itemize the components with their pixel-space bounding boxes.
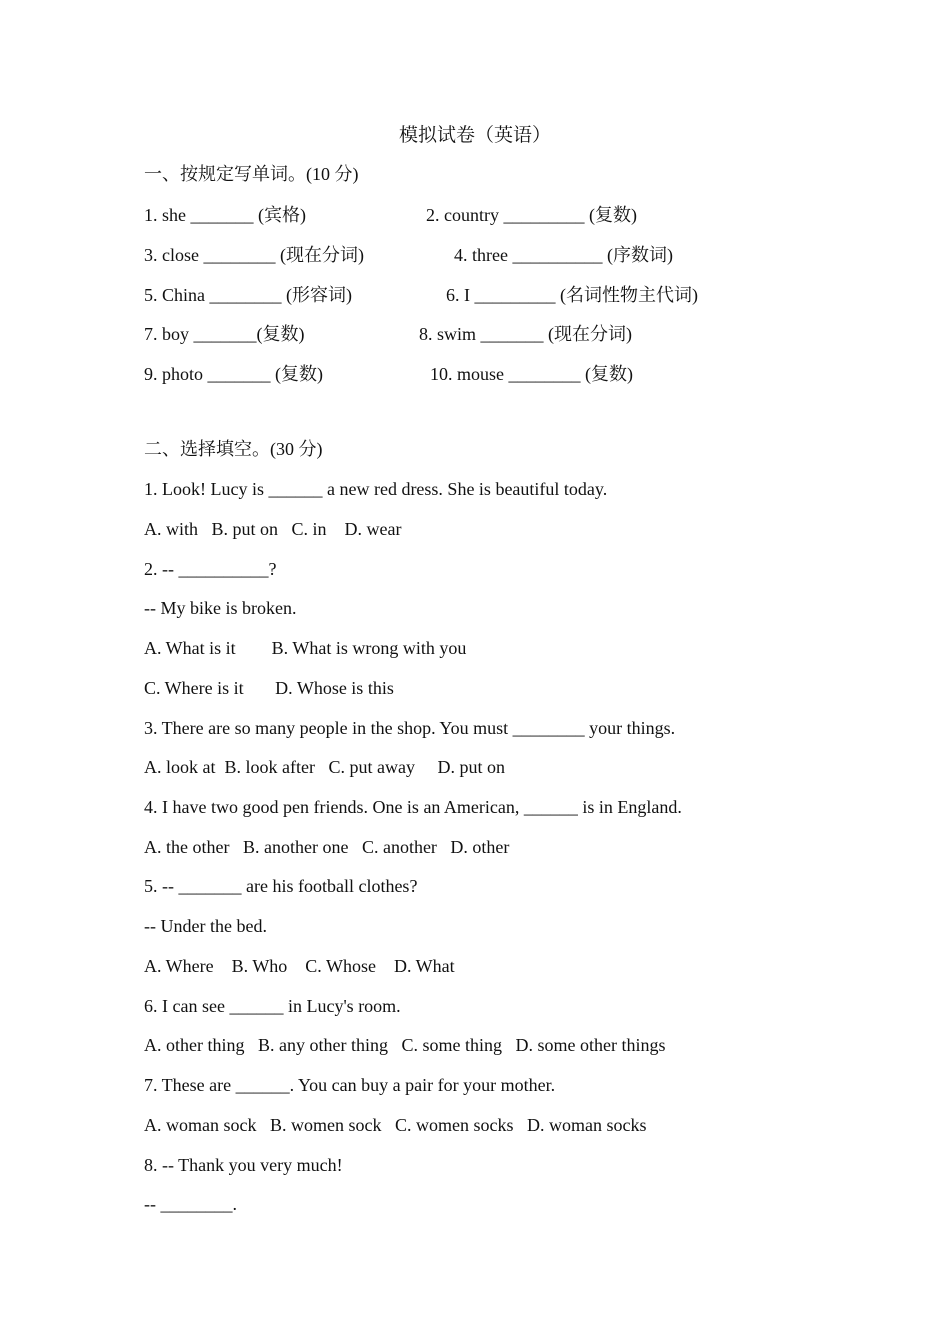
question-2-answer-line: -- My bike is broken.	[144, 598, 297, 618]
question-4-options: A. the other B. another one C. another D. other	[144, 837, 510, 857]
question-6-options: A. other thing B. any other thing C. some thing D. some other things	[144, 1035, 666, 1055]
page-title: 模拟试卷（英语）	[398, 125, 551, 146]
question-7-options: A. woman sock B. women sock C. women socks D. woman socks	[144, 1115, 647, 1135]
word-item-10: 10. mouse ________ (复数)	[430, 364, 633, 384]
word-item-7: 7. boy _______(复数)	[144, 324, 305, 344]
section1-heading: 一、按规定写单词。(10 分)	[144, 164, 359, 184]
question-4: 4. I have two good pen friends. One is an American, ______ is in England.	[144, 797, 682, 817]
question-8: 8. -- Thank you very much!	[144, 1155, 343, 1175]
question-3: 3. There are so many people in the shop. You must ________ your things.	[144, 718, 676, 738]
question-3-options: A. look at B. look after C. put away D. put on	[144, 757, 505, 777]
word-item-9: 9. photo _______ (复数)	[144, 364, 323, 384]
word-item-2: 2. country _________ (复数)	[426, 205, 637, 225]
question-1: 1. Look! Lucy is ______ a new red dress. She is beautiful today.	[144, 479, 608, 499]
word-item-3: 3. close ________ (现在分词)	[144, 245, 364, 265]
question-1-options: A. with B. put on C. in D. wear	[144, 519, 402, 539]
question-2-options-cd: C. Where is it D. Whose is this	[144, 678, 394, 698]
word-item-6: 6. I _________ (名词性物主代词)	[446, 285, 698, 305]
question-2: 2. -- __________?	[144, 559, 277, 579]
section2-heading: 二、选择填空。(30 分)	[144, 439, 323, 459]
question-5-answer-line: -- Under the bed.	[144, 916, 267, 936]
word-item-4: 4. three __________ (序数词)	[454, 245, 673, 265]
word-item-1: 1. she _______ (宾格)	[144, 205, 306, 225]
question-7: 7. These are ______. You can buy a pair for your mother.	[144, 1075, 556, 1095]
question-6: 6. I can see ______ in Lucy's room.	[144, 996, 401, 1016]
question-8-answer-line: -- ________.	[144, 1194, 237, 1214]
word-item-8: 8. swim _______ (现在分词)	[419, 324, 632, 344]
word-item-5: 5. China ________ (形容词)	[144, 285, 352, 305]
question-2-options-ab: A. What is it B. What is wrong with you	[144, 638, 467, 658]
question-5: 5. -- _______ are his football clothes?	[144, 876, 418, 896]
question-5-options: A. Where B. Who C. Whose D. What	[144, 956, 455, 976]
